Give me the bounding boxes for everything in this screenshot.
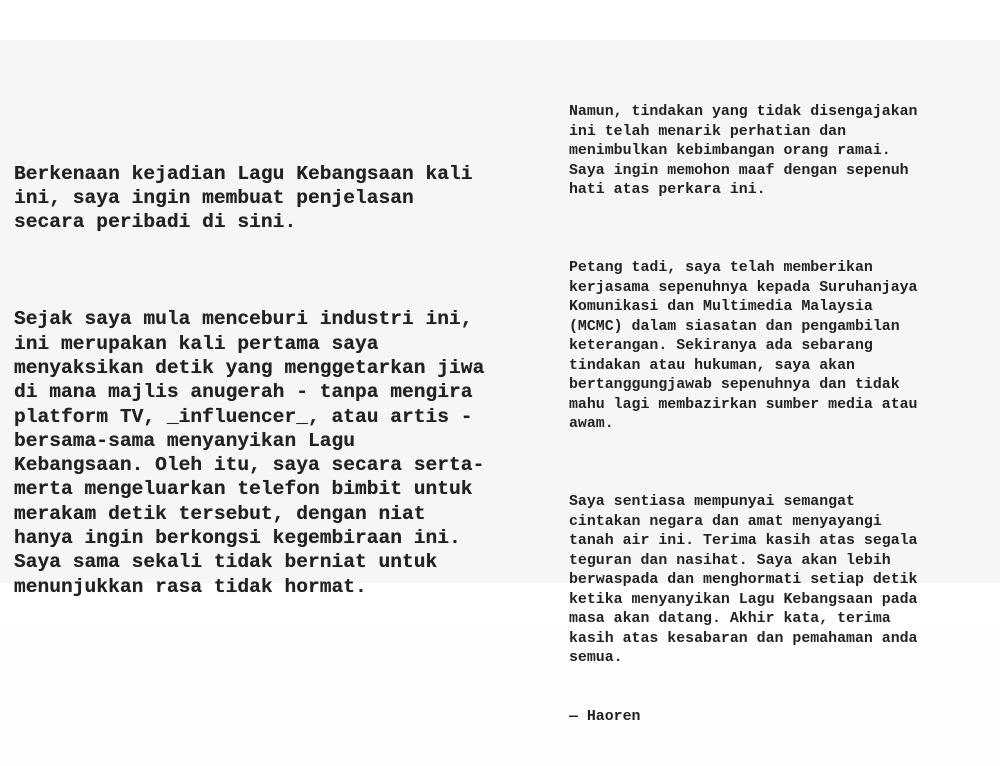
signature: — Haoren [569,708,641,725]
statement-paragraph: Saya sentiasa mempunyai semangat cintakan negara dan amat menyayangi tanah air ini. Terima kasih atas segala teguran dan nasihat. Saya akan lebih berwaspada dan menghormati setiap detik ketika menyanyikan Lagu Kebangsaan pada masa akan datang. Akhir kata, terima kasih atas kesabaran dan pemahaman anda semua. [569,494,918,666]
statement-paragraph: Sejak saya mula menceburi industri ini, ini merupakan kali pertama saya menyaksikan detik yang menggetarkan jiwa di mana majlis anugerah - tanpa mengira platform TV, _influencer_, atau artis - bersama-sama menyanyikan Lagu Kebangsaan. Oleh itu, saya secara serta- merta mengeluarkan telefon bimbit untuk merakam detik tersebut, dengan niat hanya ingin berkongsi kegembiraan ini. Saya sama sekali tidak berniat untuk menunjukkan rasa tidak hormat. [14,308,485,598]
statement-paragraph: Petang tadi, saya telah memberikan kerjasama sepenuhnya kepada Suruhanjaya Komunikasi dan Multimedia Malaysia (MCMC) dalam siasatan dan pengambilan keterangan. Sekiranya ada sebarang tindakan atau hukuman, saya akan bertanggungjawab sepenuhnya dan tidak mahu lagi membazirkan sumber media atau awam. [569,260,918,432]
statement-left-column [14,113,529,648]
statement-right-column [569,64,989,766]
statement-paragraph: Namun, tindakan yang tidak disengajakan ini telah menarik perhatian dan menimbulkan kebimbangan orang ramai. Saya ingin memohon maaf dengan sepenuh hati atas perkara ini. [569,104,918,198]
statement-paragraph: Berkenaan kejadian Lagu Kebangsaan kali ini, saya ingin membuat penjelasan secara peribadi di sini. [14,162,473,234]
